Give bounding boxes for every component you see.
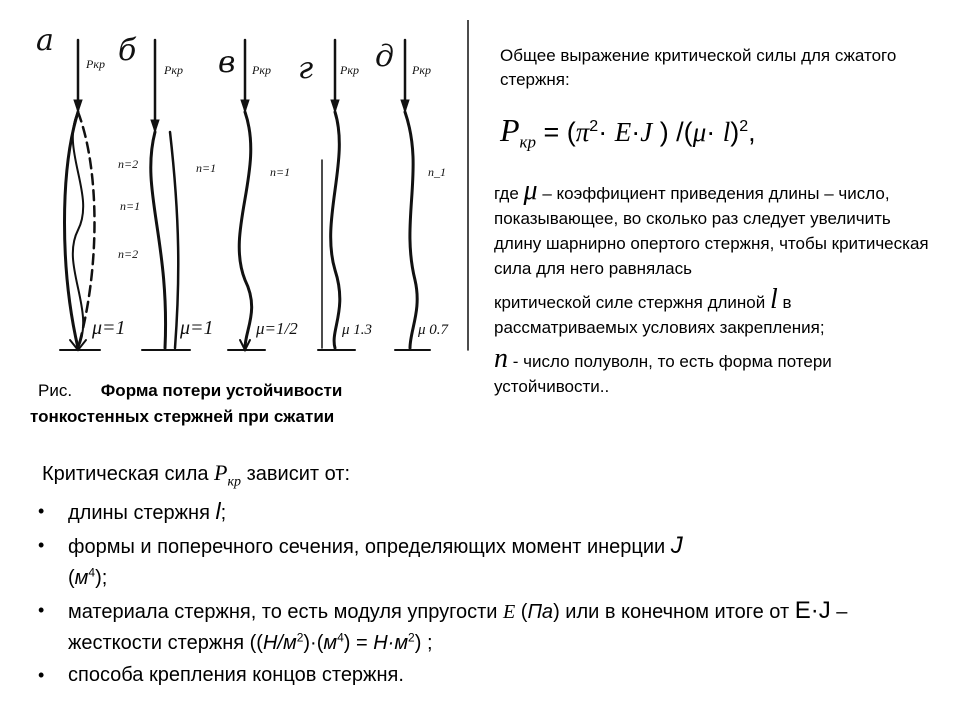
figure-caption [30,378,470,430]
explanation-line2-end: в рассматриваемых условиях закрепления; [494,293,825,337]
n-label-6: n_1 [428,165,446,179]
dep2-J: J [670,532,683,559]
dep3-unit2-exp: 4 [337,630,344,645]
dep3-EJ: E·J [794,597,831,624]
dependency-item-fixing [38,660,938,691]
dep1-l: l [215,498,221,524]
formula-eq1: = ( [536,117,576,147]
dep3-unit2: м [323,632,338,654]
deps-P-sub: кр [227,474,242,490]
bullet-icon: • [38,501,45,521]
deps-heading-end: зависит от: [241,463,350,485]
mu-label-d: μ 0.7 [418,322,449,338]
dependency-item-section [38,530,938,594]
bullet-icon: • [38,600,45,620]
formula-exp2: 2 [739,118,749,135]
mu-label-g: μ 1.3 [342,322,373,338]
dep2-open: ( [68,567,75,589]
dependencies-heading [42,458,350,497]
letter-d: д [375,39,395,74]
letter-v: в [218,45,236,80]
n-label-1: n=2 [118,157,139,171]
column-d [395,40,430,350]
explanation-n-symbol: n [494,343,508,374]
dep3-Pa: Па [527,601,554,623]
n-label-3: n=2 [118,247,139,261]
explanation-mu-text: – коэффициент приведения длины – число, показывающее, во сколько раз следует увеличить длину шарнирно опертого стержня, чтобы критическая сила для него равнялась [494,184,929,278]
dep2-close: ); [95,567,108,589]
dep2-exp: 4 [88,565,96,580]
formula-l: l [722,117,731,147]
explanation-where: где [494,184,524,203]
dependency-item-length [38,496,938,529]
bullet-icon: • [38,665,45,685]
dep4-text: способа крепления концов стержня. [68,664,404,686]
explanation-line2-start: критической силе стержня длиной [494,293,770,312]
force-label-d: Pкр [412,63,431,77]
dep1-text: длины стержня [68,502,216,524]
caption-label: Рис. [38,381,73,400]
dep3-eq: ) = [343,632,374,654]
formula-mu: μ [692,117,707,147]
dep3-unit3: Н·м [373,632,409,654]
dep3-unit3-exp: 2 [408,630,415,645]
letter-g: г [298,51,314,86]
formula-pi: π [575,117,590,147]
dep3-E: E [503,601,516,623]
letter-a: а [36,23,54,58]
explanation-mu-symbol: μ [523,175,538,206]
explanation-n-text: - число полуволн, то есть форма потери устойчивости.. [494,352,832,396]
dep3-text3: – жесткости стержня (( [68,601,848,654]
dep3-paren: ( [515,601,528,623]
explanation-l-symbol: l [769,284,778,315]
dep2-m: м [74,567,89,589]
formula-intro: Общее выражение критической силы для сжатого стержня: [500,46,897,89]
force-label-v: Pкр [252,63,271,77]
column-b [142,40,190,350]
mu-label-v: μ=1/2 [256,319,298,338]
buckling-figure [30,20,470,370]
dep3-unit1: Н/м [262,632,297,654]
formula-pi-exp: 2 [589,118,599,135]
formula-dot2: · [631,117,641,147]
dependency-item-material [38,595,938,659]
dep3-unit1-exp: 2 [296,630,304,645]
explanation-n-paragraph [494,343,934,399]
caption-line1: Форма потери устойчивости [100,381,343,400]
caption-line2: тонкостенных стержней при сжатии [30,407,335,426]
bullet-icon: • [38,535,45,555]
column-v [228,40,265,350]
dep3-text: материала стержня, то есть модуля упругости [68,601,503,623]
column-a [60,40,100,350]
dep3-text2: ) или в конечном итоге от [553,601,795,623]
explanation-mu-paragraph [494,175,934,281]
formula-tail: , [748,117,756,147]
force-label-b: Pкр [164,63,183,77]
n-label-4: n=1 [120,199,141,213]
mu-label-b: μ=1 [180,317,214,339]
n-label-5: n=1 [270,165,291,179]
formula-E: E [614,117,632,147]
formula-dot1: · [598,117,615,147]
deps-P: P [214,460,228,485]
letter-b: б [118,33,137,68]
formula-P-sub: кр [519,132,536,152]
explanation-length-paragraph [494,284,934,340]
formula-J: J [640,117,653,147]
critical-force-formula [500,112,756,150]
force-label-a: Pкр [86,57,105,71]
formula-eq3: ) [730,117,740,147]
n-label-2: n=1 [196,161,217,175]
formula-P: P [500,112,520,148]
column-g [318,40,355,350]
formula-dot3: · [706,117,723,147]
dep2-text: формы и поперечного сечения, определяющих момент инерции [68,536,671,558]
formula-explanation [494,175,934,399]
formula-eq2: ) /( [652,117,693,147]
dependencies-list [38,496,938,692]
dep1-end: ; [220,502,227,524]
force-label-g: Pкр [340,63,359,77]
dep3-mid: )·( [303,632,324,654]
mu-label-a: μ=1 [92,317,126,339]
deps-heading-start: Критическая сила [42,463,215,485]
deps-heading-P [214,460,242,490]
dep3-end: ) ; [414,632,433,654]
